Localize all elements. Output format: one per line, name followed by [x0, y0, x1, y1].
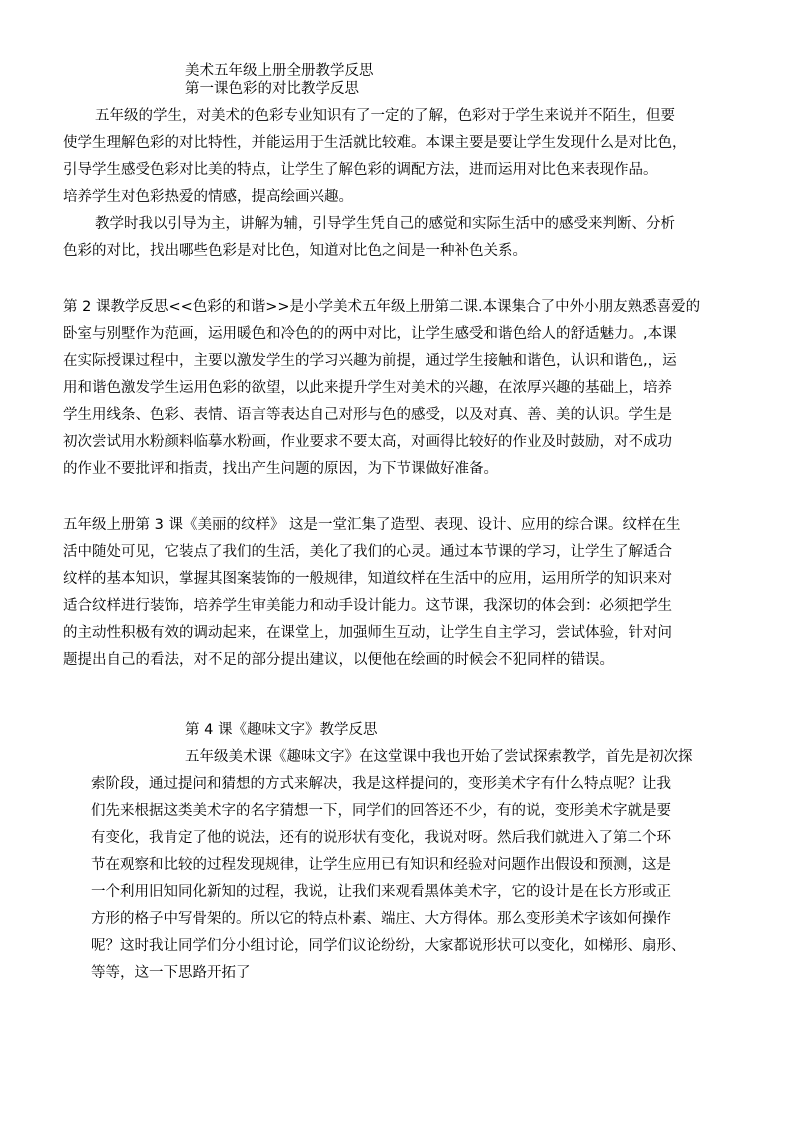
document-title: 美术五年级上册全册教学反思 — [185, 63, 374, 79]
lesson1-line-3: 引导学生感受色彩对比美的特点，让学生了解色彩的调配方法，进而运用对比色来表现作品。 — [63, 162, 658, 178]
lesson3-line-1: 五年级上册第 3 课《美丽的纹样》 这是一堂汇集了造型、表现、设计、应用的综合课。纹样在生 — [63, 517, 681, 533]
lesson3-line-5: 的主动性积极有效的调动起来，在课堂上，加强师生互动，让学生自主学习，尝试体验，针对问 — [63, 625, 672, 641]
lesson4-line-8: 呢？这时我让同学们分小组讨论，同学们议论纷纷，大家都说形状可以变化，如梯形、扇形、 — [91, 938, 686, 954]
lesson2-line-7: 的作业不要批评和指责，找出产生问题的原因，为下节课做好准备。 — [63, 461, 498, 477]
lesson2-line-4: 用和谐色激发学生运用色彩的欲望，以此来提升学生对美术的兴趣，在浓厚兴趣的基础上，培养 — [63, 380, 672, 396]
lesson1-line-5: 教学时我以引导为主，讲解为辅，引导学生凭自己的感觉和实际生活中的感受来判断、分析 — [95, 216, 675, 232]
lesson4-line-3: 们先来根据这类美术字的名字猜想一下，同学们的回答还不少，有的说，变形美术字就是要 — [91, 803, 671, 819]
lesson2-line-1: 第 2 课教学反思<<色彩的和谐>>是小学美术五年级上册第二课.本课集合了中外小朋友熟悉喜爱的 — [63, 299, 701, 315]
lesson4-line-1: 五年级美术课《趣味文字》在这堂课中我也开始了尝试探索教学，首先是初次探 — [185, 749, 693, 765]
lesson4-line-9: 等等，这一下思路开拓了 — [91, 965, 251, 981]
lesson1-line-1: 五年级的学生，对美术的色彩专业知识有了一定的了解，色彩对于学生来说并不陌生，但要 — [95, 108, 675, 124]
lesson2-line-3: 在实际授课过程中，主要以激发学生的学习兴趣为前提，通过学生接触和谐色，认识和谐色,，运 — [63, 353, 677, 369]
lesson3-line-3: 纹样的基本知识，掌握其图案装饰的一般规律，知道纹样在生活中的应用，运用所学的知识来对 — [63, 571, 672, 587]
lesson2-line-5: 学生用线条、色彩、表情、语言等表达自己对形与色的感受，以及对真、善、美的认识。学生是 — [63, 407, 672, 423]
lesson4-line-4: 有变化，我肯定了他的说法，还有的说形状有变化，我说对呀。然后我们就进入了第二个环 — [91, 830, 671, 846]
lesson1-line-4: 培养学生对色彩热爱的情感，提高绘画兴趣。 — [63, 189, 353, 205]
lesson4-heading: 第 4 课《趣味文字》教学反思 — [185, 722, 378, 738]
lesson1-heading: 第一课色彩的对比教学反思 — [185, 81, 359, 97]
lesson1-line-6: 色彩的对比，找出哪些色彩是对比色，知道对比色之间是一种补色关系。 — [63, 243, 527, 259]
lesson3-line-4: 适合纹样进行装饰，培养学生审美能力和动手设计能力。这节课，我深切的体会到：必须把学生 — [63, 598, 672, 614]
lesson4-line-2: 索阶段，通过提问和猜想的方式来解决，我是这样提问的，变形美术字有什么特点呢？让我 — [91, 776, 671, 792]
lesson3-line-6: 题提出自己的看法，对不足的部分提出建议，以便他在绘画的时候会不犯同样的错误。 — [63, 652, 614, 668]
lesson3-line-2: 活中随处可见，它装点了我们的生活，美化了我们的心灵。通过本节课的学习，让学生了解适合 — [63, 544, 672, 560]
lesson4-line-6: 一个利用旧知同化新知的过程，我说，让我们来观看黑体美术字，它的设计是在长方形或正 — [91, 884, 671, 900]
lesson4-line-5: 节在观察和比较的过程发现规律，让学生应用已有知识和经验对问题作出假设和预测，这是 — [91, 857, 671, 873]
lesson4-line-7: 方形的格子中写骨架的。所以它的特点朴素、端庄、大方得体。那么变形美术字该如何操作 — [91, 911, 671, 927]
lesson2-line-2: 卧室与别墅作为范画，运用暖色和冷色的的两中对比，让学生感受和谐色给人的舒适魅力。,本课 — [63, 326, 677, 342]
lesson2-line-6: 初次尝试用水粉颜料临摹水粉画，作业要求不要太高，对画得比较好的作业及时鼓励，对不成功 — [63, 434, 672, 450]
lesson1-line-2: 使学生理解色彩的对比特性，并能运用于生活就比较难。本课主要是要让学生发现什么是对比色， — [63, 135, 687, 151]
